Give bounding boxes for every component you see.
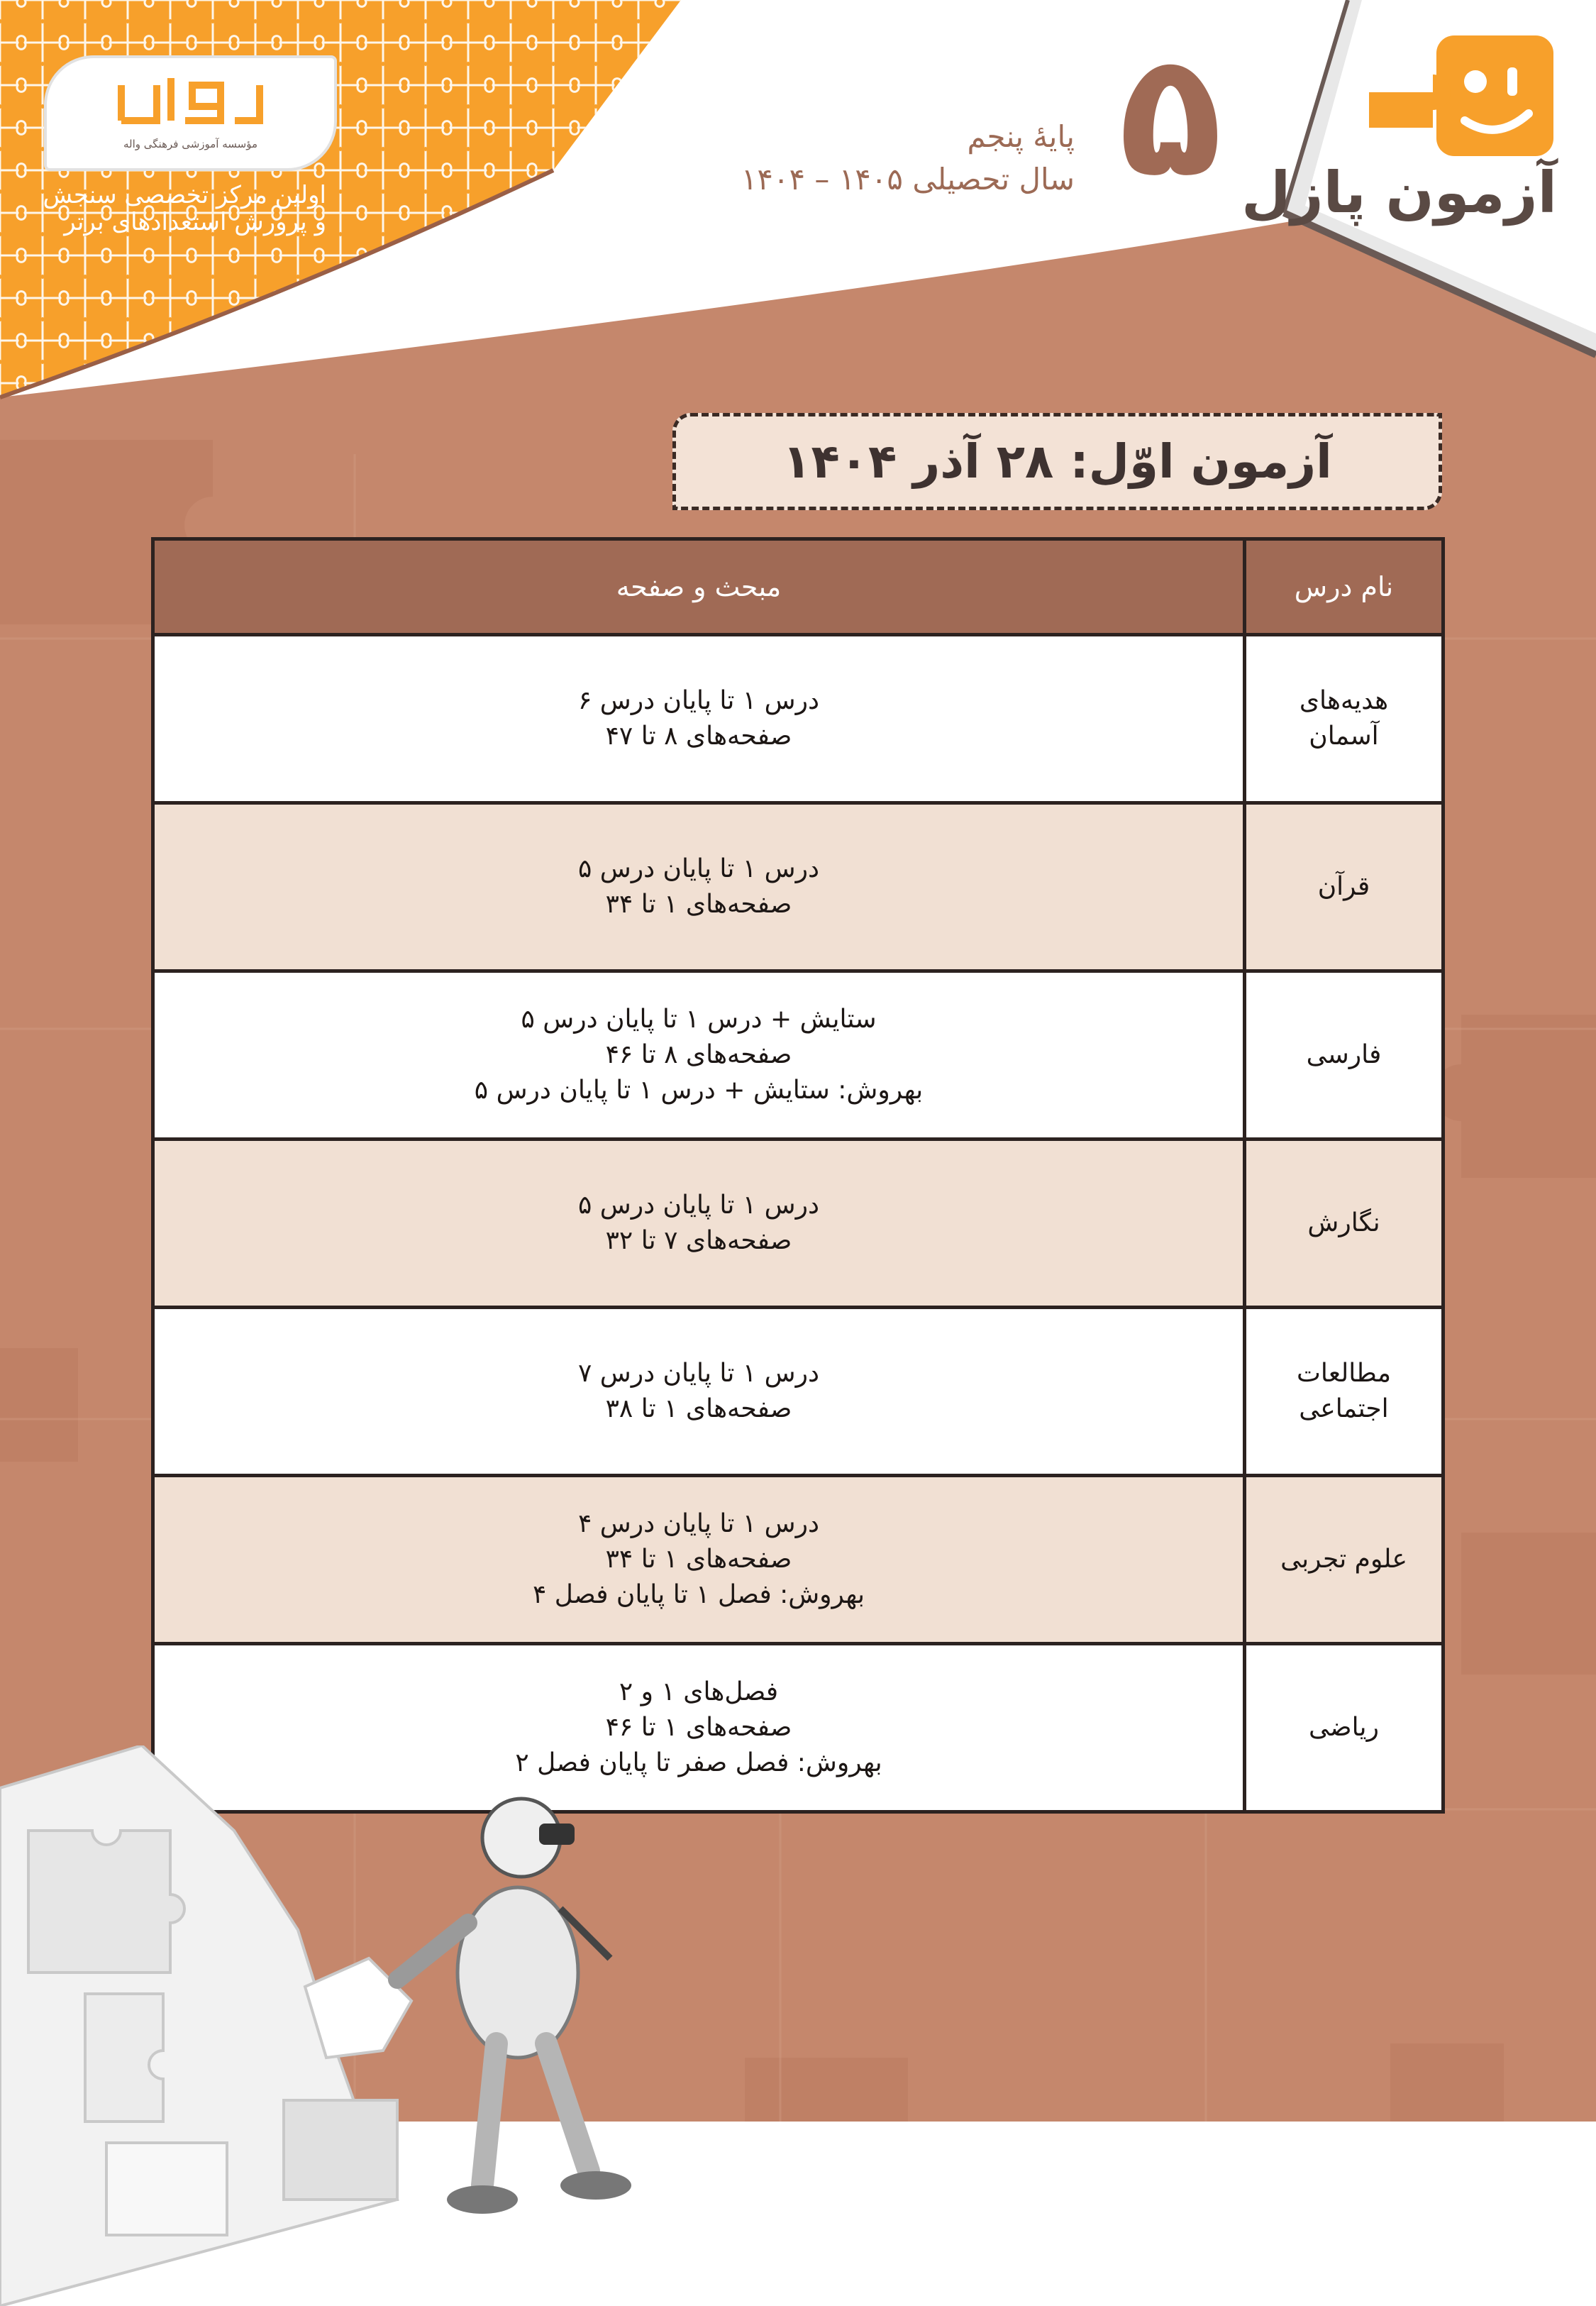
exam-schedule-table [151,537,1445,1814]
topic-line: صفحه‌های ۸ تا ۴۶ [605,1040,792,1069]
topic-line: فصل‌های ۱ و ۲ [619,1677,779,1706]
topic-line: بهروش: فصل صفر تا پایان فصل ۲ [515,1748,882,1777]
topic-line: صفحه‌های ۱ تا ۳۸ [605,1394,792,1423]
topic-cell [153,1476,1245,1644]
robot-with-puzzle-icon [0,1745,709,2306]
subject-cell [1245,1140,1443,1308]
subject-name: آسمان [1309,722,1379,751]
subject-name: اجتماعی [1299,1394,1389,1423]
topic-line: صفحه‌های ۱ تا ۳۴ [605,890,792,919]
institute-logo [44,55,337,171]
subject-cell [1245,635,1443,803]
topic-cell [153,635,1245,803]
tagline-line-2: و پرورش استعدادهای برتر [64,208,326,236]
grade-number: ۵ [1118,39,1223,202]
table-row [153,635,1443,803]
topic-line: درس ۱ تا پایان درس ۵ [577,854,820,883]
table-header-row [153,539,1443,635]
topic-line: بهروش: ستایش + درس ۱ تا پایان درس ۵ [474,1076,924,1105]
institute-logo-subtitle: مؤسسه آموزشی فرهنگی واله [123,138,258,150]
table-row [153,971,1443,1140]
puzzle-face-icon [1369,35,1553,177]
topic-cell [153,1308,1245,1476]
exam-title-box [672,413,1442,510]
academic-year: سال تحصیلی ۱۴۰۵ – ۱۴۰۴ [741,162,1075,197]
table-row [153,1476,1443,1644]
subject-cell [1245,1308,1443,1476]
topic-line: ستایش + درس ۱ تا پایان درس ۵ [521,1005,877,1034]
table-row [153,803,1443,971]
subject-name: علوم تجربی [1280,1545,1407,1574]
topic-line: صفحه‌های ۸ تا ۴۷ [605,722,792,751]
header-subject: نام درس [1245,539,1443,635]
topic-line: درس ۱ تا پایان درس ۶ [577,686,820,715]
topic-cell [153,1140,1245,1308]
table-row [153,1140,1443,1308]
table-row [153,1308,1443,1476]
topic-line: بهروش: فصل ۱ تا پایان فصل ۴ [532,1580,865,1609]
topic-line: صفحه‌های ۷ تا ۳۲ [605,1226,792,1255]
robot-icon [397,1799,631,2214]
subject-cell [1245,971,1443,1140]
subject-cell [1245,1644,1443,1812]
topic-line: درس ۱ تا پایان درس ۴ [577,1509,820,1538]
subject-cell [1245,1476,1443,1644]
topic-cell [153,803,1245,971]
tagline-line-1: اولین مرکز تخصصی سنجش [43,181,326,209]
grade-number-badge [1089,39,1252,202]
topic-line: درس ۱ تا پایان درس ۵ [577,1191,820,1220]
topic-line: صفحه‌های ۱ تا ۳۴ [605,1545,792,1574]
subject-name: فارسی [1306,1040,1382,1069]
subject-cell [1245,803,1443,971]
subject-name: هدیه‌های [1299,686,1389,715]
institute-logo-mark [114,71,267,128]
brand-name: آزمون پازل [1241,160,1557,226]
subject-name: نگارش [1307,1208,1380,1237]
subject-name: قرآن [1317,872,1370,901]
grade-label: پایۀ پنجم [967,119,1075,154]
subject-name: مطالعات [1297,1359,1391,1388]
topic-cell [153,971,1245,1140]
subject-name: ریاضی [1309,1713,1379,1742]
exam-title: آزمون اوّل: ۲۸ آذر ۱۴۰۴ [782,434,1332,489]
header-topic: مبحث و صفحه [153,539,1245,635]
topic-line: صفحه‌های ۱ تا ۴۶ [605,1713,792,1742]
topic-line: درس ۱ تا پایان درس ۷ [577,1359,820,1388]
